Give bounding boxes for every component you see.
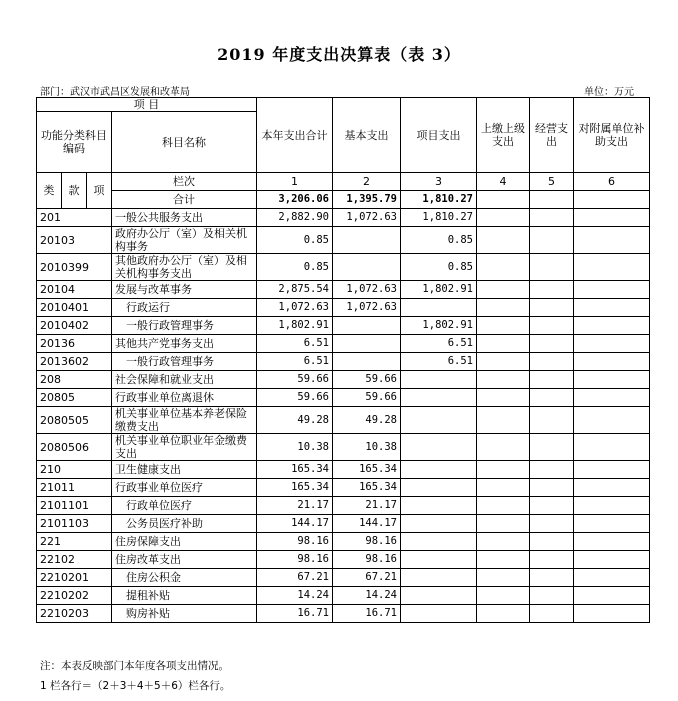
row-upper — [477, 371, 530, 389]
table-row — [37, 587, 650, 605]
row-basic: 67.21 — [333, 569, 401, 587]
row-subject-name: 行政事业单位医疗 — [112, 479, 257, 497]
table-row — [37, 461, 650, 479]
row-basic: 1,072.63 — [333, 281, 401, 299]
row-business — [530, 587, 574, 605]
row-code: 2080506 — [37, 434, 112, 461]
row-business — [530, 515, 574, 533]
table-row — [37, 497, 650, 515]
lanci-label: 栏次 — [112, 173, 257, 191]
row-project — [401, 587, 477, 605]
row-subject-name: 发展与改革事务 — [112, 281, 257, 299]
row-project: 6.51 — [401, 335, 477, 353]
row-basic: 14.24 — [333, 587, 401, 605]
table-row — [37, 209, 650, 227]
row-total: 67.21 — [257, 569, 333, 587]
table-row — [37, 317, 650, 335]
row-subject-name: 行政运行 — [112, 299, 257, 317]
row-subsidy — [574, 254, 650, 281]
unit-label: 单位：万元 — [584, 87, 634, 98]
expenditure-table — [36, 97, 650, 623]
row-business — [530, 434, 574, 461]
total-column-header: 本年支出合计 — [257, 98, 333, 173]
row-upper — [477, 299, 530, 317]
row-business — [530, 407, 574, 434]
row-total: 1,802.91 — [257, 317, 333, 335]
row-basic: 98.16 — [333, 551, 401, 569]
row-subsidy — [574, 605, 650, 623]
row-upper — [477, 605, 530, 623]
col-number-4: 4 — [477, 173, 530, 191]
row-business — [530, 353, 574, 371]
row-project — [401, 497, 477, 515]
row-total: 98.16 — [257, 533, 333, 551]
row-business — [530, 551, 574, 569]
row-upper — [477, 587, 530, 605]
row-subject-name: 政府办公厅（室）及相关机构事务 — [112, 227, 257, 254]
table-row — [37, 371, 650, 389]
table-row — [37, 389, 650, 407]
table-row — [37, 407, 650, 434]
business-column-header: 经营支出 — [530, 98, 574, 173]
row-basic — [333, 335, 401, 353]
row-project — [401, 569, 477, 587]
row-code: 22102 — [37, 551, 112, 569]
row-subsidy — [574, 353, 650, 371]
row-upper — [477, 254, 530, 281]
row-subsidy — [574, 389, 650, 407]
sum-upper — [477, 191, 530, 209]
row-business — [530, 389, 574, 407]
row-code: 2013602 — [37, 353, 112, 371]
row-basic: 59.66 — [333, 371, 401, 389]
row-basic: 165.34 — [333, 461, 401, 479]
total-row-label: 合计 — [112, 191, 257, 209]
row-subsidy — [574, 551, 650, 569]
table-row — [37, 551, 650, 569]
row-subject-name: 一般行政管理事务 — [112, 317, 257, 335]
page-title: 2019 年度支出决算表（表 3） — [217, 45, 461, 64]
kuan-header: 款 — [62, 173, 87, 209]
row-subject-name: 住房改革支出 — [112, 551, 257, 569]
row-subsidy — [574, 371, 650, 389]
row-basic: 21.17 — [333, 497, 401, 515]
row-business — [530, 299, 574, 317]
row-project — [401, 407, 477, 434]
row-code: 221 — [37, 533, 112, 551]
row-subject-name: 行政事业单位离退休 — [112, 389, 257, 407]
row-subject-name: 其他共产党事务支出 — [112, 335, 257, 353]
row-total: 59.66 — [257, 371, 333, 389]
row-code: 2010399 — [37, 254, 112, 281]
row-total: 165.34 — [257, 461, 333, 479]
row-total: 49.28 — [257, 407, 333, 434]
row-subsidy — [574, 515, 650, 533]
row-business — [530, 461, 574, 479]
row-total: 6.51 — [257, 353, 333, 371]
row-project — [401, 533, 477, 551]
row-subject-name: 一般公共服务支出 — [112, 209, 257, 227]
row-business — [530, 317, 574, 335]
row-total: 14.24 — [257, 587, 333, 605]
row-basic: 144.17 — [333, 515, 401, 533]
table-row — [37, 227, 650, 254]
table-row — [37, 434, 650, 461]
row-subject-name: 社会保障和就业支出 — [112, 371, 257, 389]
col-number-2: 2 — [333, 173, 401, 191]
row-upper — [477, 227, 530, 254]
row-project — [401, 389, 477, 407]
total-row — [37, 191, 650, 209]
row-project — [401, 479, 477, 497]
col-number-3: 3 — [401, 173, 477, 191]
row-business — [530, 371, 574, 389]
row-upper — [477, 407, 530, 434]
row-subsidy — [574, 227, 650, 254]
table-row — [37, 605, 650, 623]
row-subject-name: 卫生健康支出 — [112, 461, 257, 479]
sum-business — [530, 191, 574, 209]
sum-project: 1,810.27 — [401, 191, 477, 209]
row-total: 10.38 — [257, 434, 333, 461]
row-subject-name: 机关事业单位基本养老保险缴费支出 — [112, 407, 257, 434]
row-upper — [477, 569, 530, 587]
row-upper — [477, 209, 530, 227]
xiang-header: 项 — [87, 173, 112, 209]
lei-header: 类 — [37, 173, 62, 209]
row-subsidy — [574, 587, 650, 605]
row-project: 6.51 — [401, 353, 477, 371]
row-business — [530, 497, 574, 515]
header-row-1 — [37, 98, 650, 112]
row-project: 1,802.91 — [401, 317, 477, 335]
sum-subsidy — [574, 191, 650, 209]
row-project — [401, 515, 477, 533]
row-project: 1,802.91 — [401, 281, 477, 299]
row-code: 208 — [37, 371, 112, 389]
row-subsidy — [574, 461, 650, 479]
row-business — [530, 479, 574, 497]
row-basic — [333, 317, 401, 335]
row-basic: 1,072.63 — [333, 299, 401, 317]
row-code: 20103 — [37, 227, 112, 254]
row-project — [401, 461, 477, 479]
row-project: 0.85 — [401, 254, 477, 281]
row-business — [530, 569, 574, 587]
row-upper — [477, 551, 530, 569]
basic-column-header: 基本支出 — [333, 98, 401, 173]
row-total: 98.16 — [257, 551, 333, 569]
row-subsidy — [574, 281, 650, 299]
table-row — [37, 479, 650, 497]
note-line-1: 注：本表反映部门本年度各项支出情况。 — [40, 660, 229, 672]
row-total: 165.34 — [257, 479, 333, 497]
table-row — [37, 533, 650, 551]
department-label: 部门：武汉市武昌区发展和改革局 — [40, 87, 190, 98]
row-subsidy — [574, 299, 650, 317]
row-code: 2101101 — [37, 497, 112, 515]
row-code: 2010401 — [37, 299, 112, 317]
row-project — [401, 434, 477, 461]
subsidy-column-header: 对附属单位补助支出 — [574, 98, 650, 173]
row-subsidy — [574, 317, 650, 335]
table-row — [37, 353, 650, 371]
sum-total: 3,206.06 — [257, 191, 333, 209]
row-business — [530, 254, 574, 281]
row-code: 20805 — [37, 389, 112, 407]
row-basic: 1,072.63 — [333, 209, 401, 227]
table-row — [37, 254, 650, 281]
row-total: 144.17 — [257, 515, 333, 533]
row-upper — [477, 389, 530, 407]
row-total: 2,875.54 — [257, 281, 333, 299]
row-code: 2101103 — [37, 515, 112, 533]
table-row — [37, 515, 650, 533]
row-basic: 59.66 — [333, 389, 401, 407]
note-line-2: 1 栏各行＝（2＋3＋4＋5＋6）栏各行。 — [40, 680, 231, 692]
row-code: 21011 — [37, 479, 112, 497]
row-upper — [477, 497, 530, 515]
table-row — [37, 569, 650, 587]
row-subject-name: 住房公积金 — [112, 569, 257, 587]
row-code: 2210202 — [37, 587, 112, 605]
row-business — [530, 605, 574, 623]
row-project — [401, 605, 477, 623]
row-total: 2,882.90 — [257, 209, 333, 227]
row-subsidy — [574, 335, 650, 353]
row-subject-name: 公务员医疗补助 — [112, 515, 257, 533]
subject-name-header: 科目名称 — [112, 112, 257, 173]
row-business — [530, 533, 574, 551]
row-project — [401, 371, 477, 389]
row-basic: 98.16 — [333, 533, 401, 551]
row-total: 21.17 — [257, 497, 333, 515]
row-basic: 165.34 — [333, 479, 401, 497]
row-upper — [477, 461, 530, 479]
row-upper — [477, 353, 530, 371]
row-project — [401, 551, 477, 569]
row-basic — [333, 353, 401, 371]
row-code: 2210203 — [37, 605, 112, 623]
row-total: 0.85 — [257, 227, 333, 254]
row-business — [530, 335, 574, 353]
row-total: 59.66 — [257, 389, 333, 407]
row-business — [530, 209, 574, 227]
row-subject-name: 购房补贴 — [112, 605, 257, 623]
row-upper — [477, 335, 530, 353]
table-row — [37, 281, 650, 299]
col-number-5: 5 — [530, 173, 574, 191]
row-code: 20104 — [37, 281, 112, 299]
row-upper — [477, 479, 530, 497]
column-number-row — [37, 173, 650, 191]
row-upper — [477, 533, 530, 551]
row-subsidy — [574, 209, 650, 227]
row-subject-name: 一般行政管理事务 — [112, 353, 257, 371]
row-upper — [477, 281, 530, 299]
row-basic: 10.38 — [333, 434, 401, 461]
upper-column-header: 上缴上级支出 — [477, 98, 530, 173]
row-basic — [333, 227, 401, 254]
row-basic: 16.71 — [333, 605, 401, 623]
project-column-header: 项目支出 — [401, 98, 477, 173]
sum-basic: 1,395.79 — [333, 191, 401, 209]
row-total: 16.71 — [257, 605, 333, 623]
row-upper — [477, 515, 530, 533]
row-subject-name: 行政单位医疗 — [112, 497, 257, 515]
row-project: 0.85 — [401, 227, 477, 254]
row-code: 20136 — [37, 335, 112, 353]
row-upper — [477, 434, 530, 461]
row-subsidy — [574, 497, 650, 515]
row-code: 2010402 — [37, 317, 112, 335]
row-subsidy — [574, 479, 650, 497]
row-subject-name: 机关事业单位职业年金缴费支出 — [112, 434, 257, 461]
row-subsidy — [574, 533, 650, 551]
row-subject-name: 其他政府办公厅（室）及相关机构事务支出 — [112, 254, 257, 281]
row-subsidy — [574, 407, 650, 434]
row-project: 1,810.27 — [401, 209, 477, 227]
row-code: 201 — [37, 209, 112, 227]
table-row — [37, 335, 650, 353]
col-number-1: 1 — [257, 173, 333, 191]
row-subject-name: 提租补贴 — [112, 587, 257, 605]
row-basic — [333, 254, 401, 281]
row-total: 0.85 — [257, 254, 333, 281]
row-code: 2080505 — [37, 407, 112, 434]
row-upper — [477, 317, 530, 335]
row-basic: 49.28 — [333, 407, 401, 434]
row-business — [530, 227, 574, 254]
table-row — [37, 299, 650, 317]
row-total: 6.51 — [257, 335, 333, 353]
func-code-header: 功能分类科目编码 — [37, 112, 112, 173]
col-number-6: 6 — [574, 173, 650, 191]
row-total: 1,072.63 — [257, 299, 333, 317]
item-header: 项 目 — [37, 98, 257, 112]
row-code: 210 — [37, 461, 112, 479]
row-subsidy — [574, 434, 650, 461]
row-business — [530, 281, 574, 299]
row-code: 2210201 — [37, 569, 112, 587]
row-subject-name: 住房保障支出 — [112, 533, 257, 551]
row-project — [401, 299, 477, 317]
row-subsidy — [574, 569, 650, 587]
